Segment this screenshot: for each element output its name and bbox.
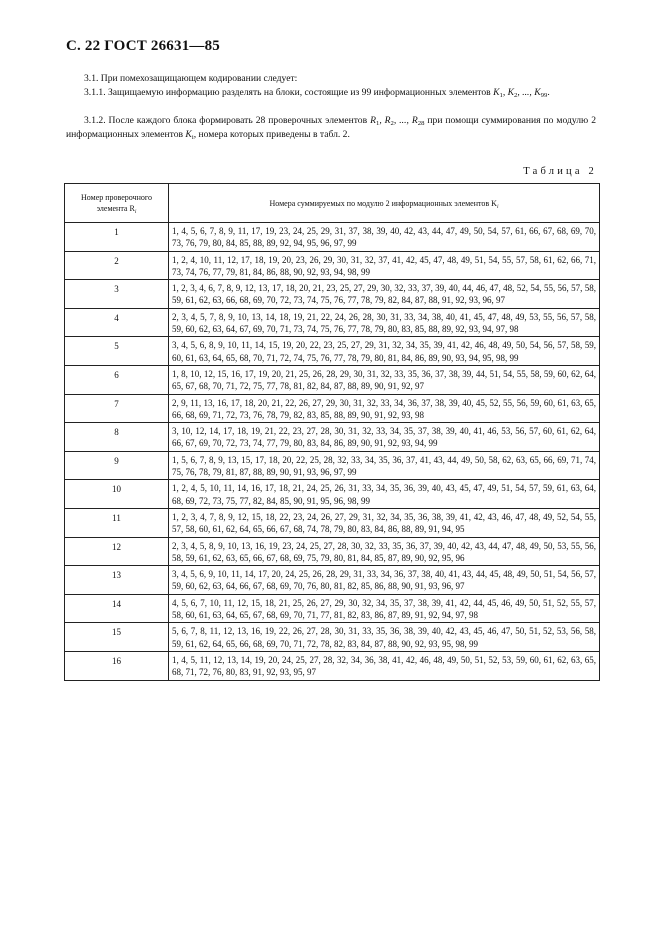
header-subscript (497, 204, 499, 210)
k-symbol: , ..., K (517, 87, 541, 98)
info-element-numbers: 1, 2, 4, 10, 11, 12, 17, 18, 19, 20, 23, 26, 29, 30, 31, 32, 37, 41, 42, 45, 47, 48, 49, 51, 54, 55, 57, 58, 61, 62, 66, 71, 73, 74, 76, 77, 79, 81, 84, 86, 88, 90, 92, 93, 94, 98, 99 (169, 251, 600, 280)
paragraph-text: при помощи суммирования по модулю 2 информационных элементов (66, 115, 596, 140)
info-element-numbers: 3, 4, 5, 6, 9, 10, 11, 14, 17, 20, 24, 25, 26, 28, 29, 31, 33, 34, 36, 37, 38, 40, 41, 43, 44, 45, 48, 49, 50, 51, 54, 56, 57, 59, 60, 62, 63, 64, 66, 67, 68, 69, 70, 76, 80, 81, 82, 85, 86, 88, 90, 91, 93, 96, 97 (169, 566, 600, 595)
table-row (65, 508, 600, 537)
info-element-numbers: 2, 9, 11, 13, 16, 17, 18, 20, 21, 22, 26, 27, 29, 30, 31, 32, 33, 34, 36, 37, 38, 39, 40, 45, 52, 55, 56, 59, 60, 61, 63, 65, 66, 68, 69, 71, 72, 73, 76, 78, 79, 82, 83, 85, 88, 89, 90, 91, 92, 93, 98 (169, 394, 600, 423)
check-element-number: 6 (65, 365, 169, 394)
column-header-info-elements (169, 184, 600, 223)
table-row (65, 451, 600, 480)
table-body (65, 223, 600, 681)
r-subscript: 2 (390, 120, 394, 127)
paragraph-3-1-2 (66, 114, 596, 142)
table-row (65, 566, 600, 595)
check-element-number: 15 (65, 623, 169, 652)
table-row (65, 594, 600, 623)
table-row (65, 223, 600, 252)
check-element-number: 13 (65, 566, 169, 595)
header-text: Номер проверочного элемента R (81, 193, 152, 213)
check-element-number: 7 (65, 394, 169, 423)
table-row (65, 651, 600, 680)
check-element-number: 9 (65, 451, 169, 480)
r-symbol: , R (379, 115, 391, 126)
paragraph-text: . (547, 87, 550, 98)
paragraph-text: 3.1.1. Защищаемую информацию разделять на блоки, состоящие из 99 информационных элементов (84, 87, 494, 98)
check-element-number: 5 (65, 337, 169, 366)
info-element-numbers: 1, 2, 3, 4, 6, 7, 8, 9, 12, 13, 17, 18, 20, 21, 23, 25, 27, 29, 30, 32, 33, 37, 39, 40, 44, 46, 47, 48, 52, 54, 55, 56, 57, 58, 59, 61, 62, 63, 66, 68, 69, 70, 72, 73, 74, 75, 76, 77, 78, 79, 82, 84, 87, 88, 91, 92, 93, 96, 97 (169, 280, 600, 309)
check-element-number: 4 (65, 308, 169, 337)
info-element-numbers: 3, 10, 12, 14, 17, 18, 19, 21, 22, 23, 27, 28, 30, 31, 32, 33, 34, 35, 37, 38, 39, 40, 41, 46, 53, 56, 57, 60, 61, 62, 64, 66, 67, 69, 70, 72, 73, 74, 77, 79, 80, 83, 84, 86, 89, 90, 91, 92, 93, 94, 99 (169, 423, 600, 452)
k-subscript: 2 (514, 92, 518, 99)
info-element-numbers: 2, 3, 4, 5, 7, 8, 9, 10, 13, 14, 18, 19, 21, 22, 24, 26, 28, 30, 31, 33, 34, 38, 40, 41, 45, 47, 48, 49, 53, 55, 56, 57, 58, 59, 60, 62, 63, 64, 67, 69, 70, 71, 73, 74, 75, 76, 77, 78, 79, 80, 83, 85, 88, 89, 92, 93, 94, 97, 98 (169, 308, 600, 337)
paragraph-text: 3.1.2. После каждого блока формировать 28 проверочных элементов (84, 115, 371, 126)
paragraph-3-1-1 (66, 86, 596, 100)
check-element-number: 11 (65, 508, 169, 537)
r-symbol: , ..., R (393, 115, 418, 126)
table-header-row (65, 184, 600, 223)
table-row (65, 623, 600, 652)
header-subscript (135, 209, 137, 215)
info-element-numbers: 1, 2, 4, 5, 10, 11, 14, 16, 17, 18, 21, 24, 25, 26, 31, 33, 34, 35, 36, 39, 40, 43, 45, 47, 49, 51, 54, 57, 59, 61, 63, 64, 68, 69, 72, 73, 75, 77, 82, 84, 85, 90, 91, 95, 96, 98, 99 (169, 480, 600, 509)
r-symbol: R (370, 115, 376, 126)
r-subscript: 28 (417, 120, 425, 127)
table-row (65, 537, 600, 566)
table-row (65, 365, 600, 394)
info-element-numbers: 2, 3, 4, 5, 8, 9, 10, 13, 16, 19, 23, 24, 25, 27, 28, 30, 32, 33, 35, 36, 37, 39, 40, 42, 43, 44, 47, 48, 49, 50, 53, 55, 56, 58, 59, 61, 62, 63, 65, 66, 67, 68, 69, 75, 79, 80, 81, 84, 85, 87, 89, 90, 92, 95, 96 (169, 537, 600, 566)
paragraph-text: , номера которых приведены в табл. 2. (193, 129, 350, 140)
info-element-numbers: 1, 2, 3, 4, 7, 8, 9, 12, 15, 18, 22, 23, 24, 26, 27, 29, 31, 32, 34, 35, 36, 38, 39, 41, 42, 43, 46, 47, 48, 49, 52, 54, 55, 57, 58, 60, 61, 62, 64, 65, 66, 67, 68, 74, 78, 79, 80, 83, 84, 86, 88, 89, 91, 94, 95 (169, 508, 600, 537)
k-symbol: , K (502, 87, 515, 98)
table-row (65, 280, 600, 309)
info-element-numbers: 5, 6, 7, 8, 11, 12, 13, 16, 19, 22, 26, 27, 28, 30, 31, 33, 35, 36, 38, 39, 40, 42, 43, 45, 46, 47, 50, 51, 52, 53, 56, 58, 59, 61, 62, 64, 65, 66, 68, 69, 70, 71, 72, 78, 82, 83, 84, 87, 88, 90, 92, 93, 95, 98, 99 (169, 623, 600, 652)
column-header-check-element (65, 184, 169, 223)
table-caption: Таблица 2 (523, 166, 597, 177)
check-element-number: 3 (65, 280, 169, 309)
info-element-numbers: 4, 5, 6, 7, 10, 11, 12, 15, 18, 21, 25, 26, 27, 29, 30, 32, 34, 35, 37, 38, 39, 41, 42, 44, 45, 46, 49, 50, 51, 52, 55, 57, 58, 60, 61, 63, 64, 65, 67, 68, 69, 70, 71, 77, 81, 82, 83, 86, 87, 89, 91, 92, 94, 97, 98 (169, 594, 600, 623)
info-element-numbers: 1, 4, 5, 6, 7, 8, 9, 11, 17, 19, 23, 24, 25, 29, 31, 37, 38, 39, 40, 42, 43, 44, 47, 49, 50, 54, 57, 61, 66, 67, 68, 69, 70, 73, 76, 79, 80, 84, 85, 88, 89, 92, 94, 95, 96, 97, 99 (169, 223, 600, 252)
table-row (65, 251, 600, 280)
info-element-numbers: 1, 8, 10, 12, 15, 16, 17, 19, 20, 21, 25, 26, 28, 29, 30, 31, 32, 33, 35, 36, 37, 38, 39, 44, 51, 54, 55, 58, 59, 60, 62, 64, 65, 67, 68, 70, 71, 72, 75, 77, 78, 81, 82, 84, 87, 88, 89, 90, 91, 92, 97 (169, 365, 600, 394)
table-row (65, 337, 600, 366)
check-element-number: 1 (65, 223, 169, 252)
check-element-number: 2 (65, 251, 169, 280)
page-header: С. 22 ГОСТ 26631—85 (66, 38, 220, 54)
check-element-number: 8 (65, 423, 169, 452)
header-subscript-text: i (496, 203, 499, 210)
header-text: Номера суммируемых по модулю 2 информационных элементов K (269, 198, 497, 208)
table-row (65, 308, 600, 337)
check-element-number: 12 (65, 537, 169, 566)
k-subscript: 1 (499, 92, 503, 99)
info-element-numbers: 3, 4, 5, 6, 8, 9, 10, 11, 14, 15, 19, 20, 22, 23, 25, 27, 29, 31, 32, 34, 35, 39, 41, 42, 46, 48, 49, 50, 54, 56, 57, 58, 59, 60, 61, 63, 64, 65, 68, 70, 71, 72, 74, 75, 76, 77, 78, 79, 80, 81, 84, 86, 89, 90, 93, 94, 95, 98, 99 (169, 337, 600, 366)
table-row (65, 394, 600, 423)
k-subscript: i (191, 134, 194, 141)
table-row (65, 423, 600, 452)
r-subscript: 1 (375, 120, 380, 127)
check-element-number: 10 (65, 480, 169, 509)
k-symbol: K (493, 87, 500, 98)
info-element-numbers: 1, 4, 5, 11, 12, 13, 14, 19, 20, 24, 25, 27, 28, 32, 34, 36, 38, 41, 42, 46, 48, 49, 50, 51, 52, 53, 59, 60, 61, 62, 63, 65, 68, 71, 72, 76, 80, 83, 91, 92, 93, 95, 97 (169, 651, 600, 680)
info-element-numbers: 1, 5, 6, 7, 8, 9, 13, 15, 17, 18, 20, 22, 25, 28, 32, 33, 34, 35, 36, 37, 41, 43, 44, 49, 50, 58, 62, 63, 65, 66, 69, 71, 74, 75, 76, 78, 79, 81, 87, 88, 89, 90, 91, 93, 96, 97, 99 (169, 451, 600, 480)
check-elements-table (64, 183, 600, 681)
check-element-number: 14 (65, 594, 169, 623)
header-subscript-text: i (134, 209, 137, 215)
k-subscript: 99 (540, 92, 548, 99)
check-element-number: 16 (65, 651, 169, 680)
paragraph-3-1: 3.1. При помехозащищающем кодировании следует: (84, 73, 298, 84)
k-symbol: K (185, 129, 192, 140)
table-row (65, 480, 600, 509)
